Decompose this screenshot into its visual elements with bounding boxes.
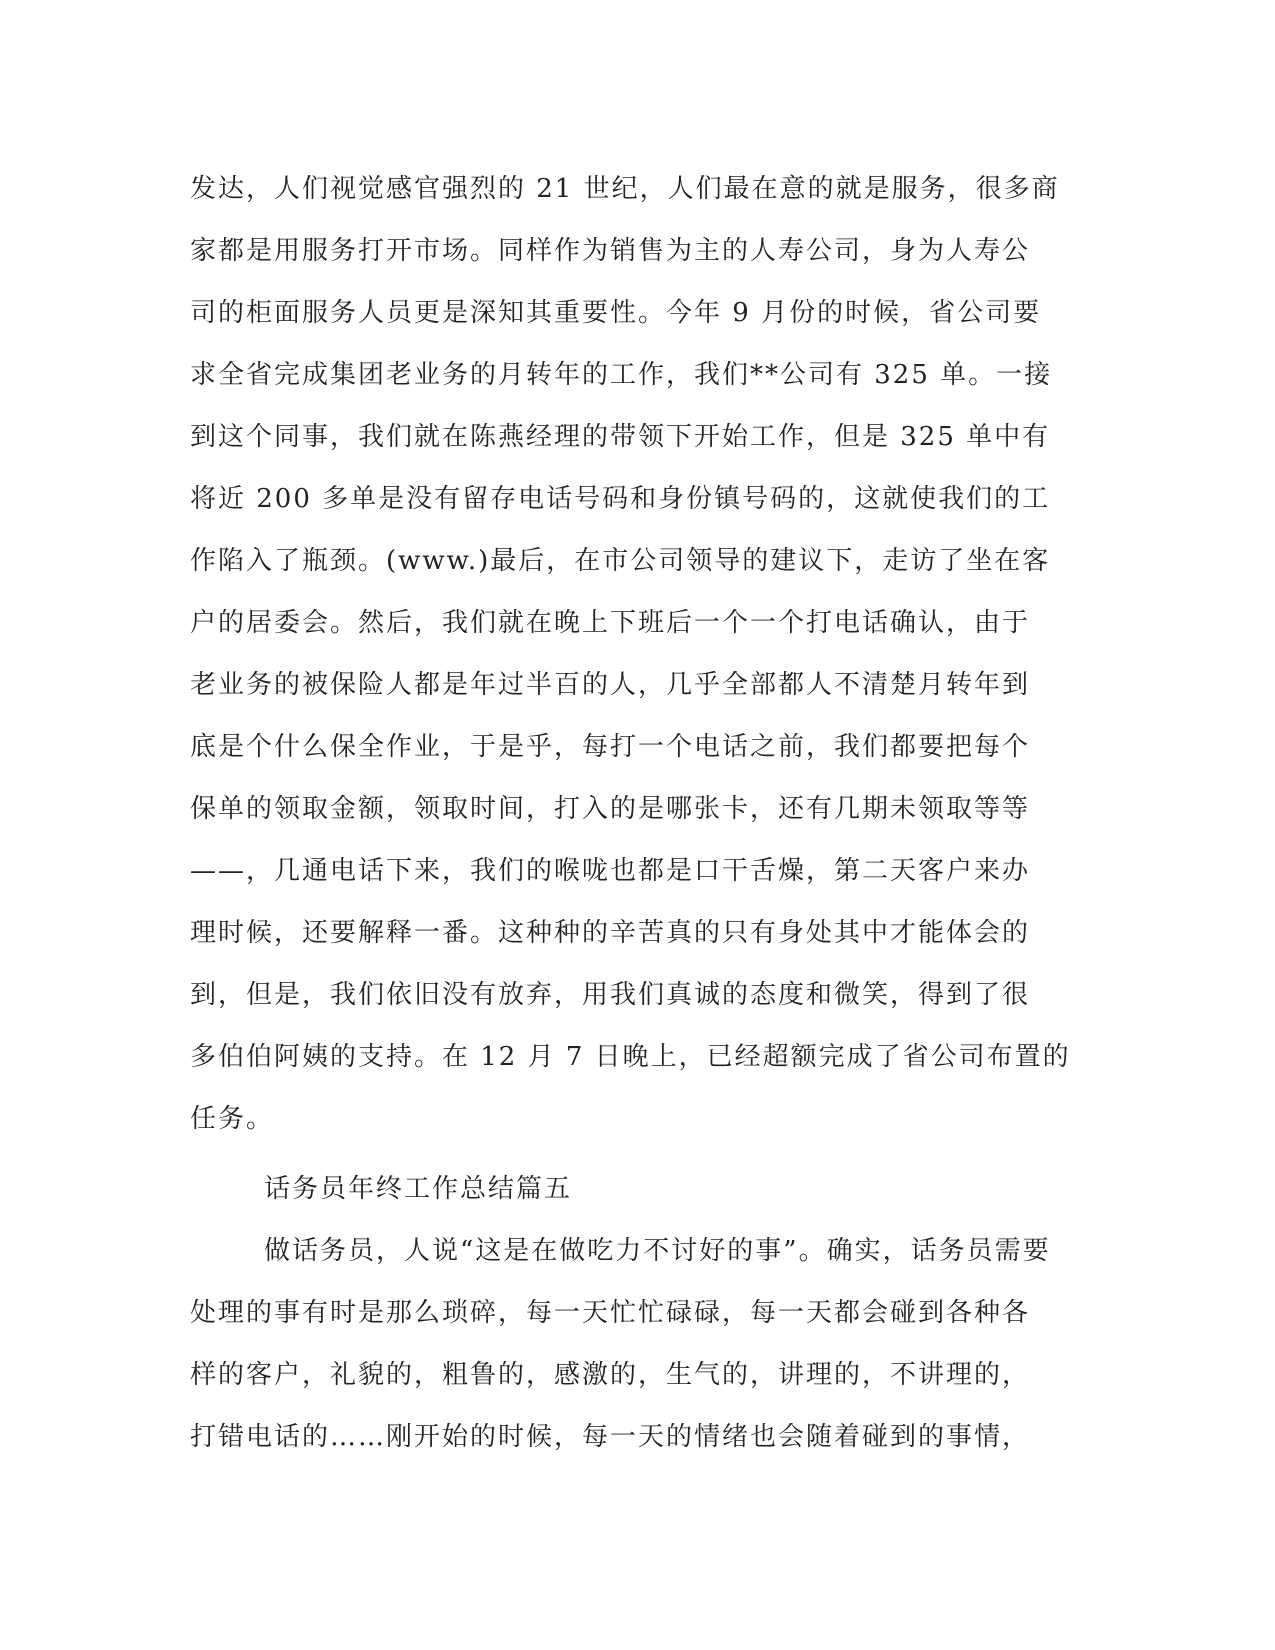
paragraph-line: 保单的领取金额，领取时间，打入的是哪张卡，还有几期未领取等等	[190, 794, 1031, 824]
paragraph-line: 理时候，还要解释一番。这种种的辛苦真的只有身处其中才能体会的	[190, 918, 1031, 948]
paragraph-line: 处理的事有时是那么琐碎，每一天忙忙碌碌，每一天都会碰到各种各	[190, 1298, 1031, 1328]
paragraph-line: ——，几通电话下来，我们的喉咙也都是口干舌燥，第二天客户来办	[190, 856, 1031, 886]
paragraph-line: 将近 200 多单是没有留存电话号码和身份镇号码的，这就使我们的工	[190, 484, 1051, 514]
paragraph-line: 任务。	[190, 1104, 275, 1134]
paragraph-line: 作陷入了瓶颈。(www.)最后，在市公司领导的建议下，走访了坐在客	[190, 546, 1051, 576]
paragraph-line: 求全省完成集团老业务的月转年的工作，我们**公司有 325 单。一接	[190, 360, 1053, 390]
paragraph-line: 户的居委会。然后，我们就在晚上下班后一个一个打电话确认，由于	[190, 608, 1031, 638]
body-paragraph-2	[190, 1220, 1085, 1468]
paragraph-line: 底是个什么保全作业，于是乎，每打一个电话之前，我们都要把每个	[190, 732, 1031, 762]
paragraph-line: 司的柜面服务人员更是深知其重要性。今年 9 月份的时候，省公司要	[190, 298, 1042, 328]
paragraph-line: 发达，人们视觉感官强烈的 21 世纪，人们最在意的就是服务，很多商	[190, 174, 1060, 204]
paragraph-line: 到，但是，我们依旧没有放弃，用我们真诚的态度和微笑，得到了很	[190, 980, 1031, 1010]
paragraph-line: 做话务员，人说“这是在做吃力不讨好的事”。确实，话务员需要	[264, 1236, 1051, 1266]
paragraph-line: 家都是用服务打开市场。同样作为销售为主的人寿公司，身为人寿公	[190, 236, 1031, 266]
body-paragraph-1	[190, 158, 1085, 1150]
paragraph-line: 多伯伯阿姨的支持。在 12 月 7 日晚上，已经超额完成了省公司布置的	[190, 1042, 1071, 1072]
paragraph-line: 老业务的被保险人都是年过半百的人，几乎全部都人不清楚月转年到	[190, 670, 1031, 700]
paragraph-line: 到这个同事，我们就在陈燕经理的带领下开始工作，但是 325 单中有	[190, 422, 1051, 452]
paragraph-line: 打错电话的……刚开始的时候，每一天的情绪也会随着碰到的事情，	[190, 1422, 1031, 1452]
paragraph-line: 样的客户，礼貌的，粗鲁的，感激的，生气的，讲理的，不讲理的，	[190, 1360, 1031, 1390]
section-heading: 话务员年终工作总结篇五	[264, 1174, 573, 1204]
